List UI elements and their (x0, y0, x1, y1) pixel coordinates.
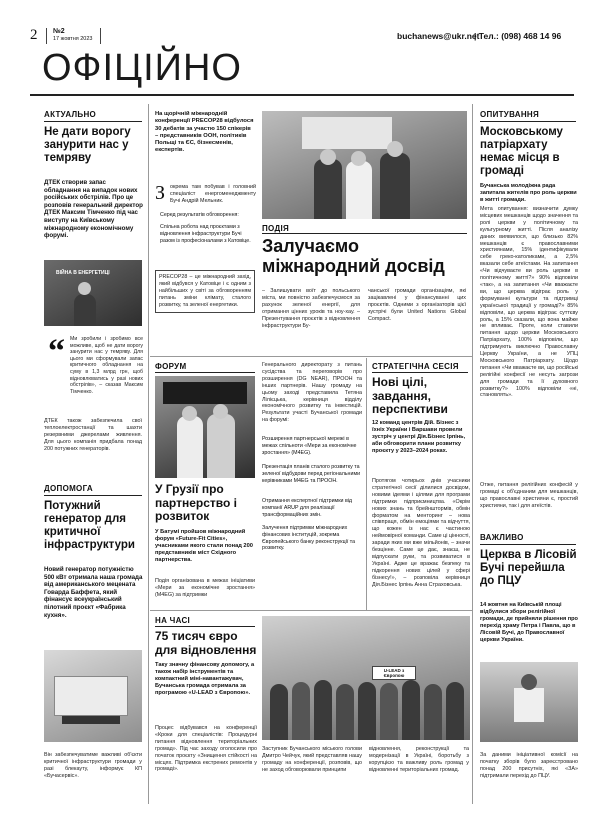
poll-body-end: Отже, питання релігійних конфесій у громаді є об'єднаним для мешканців, що православні християни є, простий християни, так і для атеїстів. (480, 482, 578, 509)
forum-bullet: Залучення підтримки міжнародних фінансових інституцій, зокрема Європейського банку реконструкції та розвитку. (262, 525, 356, 552)
label-rule (44, 495, 142, 496)
person-right (380, 153, 410, 219)
section-title: ОФІЦІЙНО (42, 47, 242, 89)
generator-unit (54, 676, 128, 716)
header-divider (46, 28, 47, 44)
section-label-event: ПОДІЯ (262, 224, 290, 233)
forum-bullet: Презентація планів сталого розвитку та зеленої відбудови перед регіональними керівниками M4EG та ПРООН. (262, 464, 361, 484)
precop-body: окрема там побував і головний спеціаліст енергоменеджменту Бучі Андрій Мельник. (170, 184, 256, 204)
label-rule (480, 121, 576, 122)
church-photo (480, 662, 578, 742)
now-lead: Таку значну фінансову допомогу, а також набір інструментів та компактний міні-навантажувач, Бучанська громада отримала за програмою «U-LEAD з Європою». (155, 662, 255, 696)
group-member (292, 682, 310, 740)
event-photo (262, 111, 467, 219)
title-underline (30, 94, 574, 96)
forum-body-b: Генерального директорату з питань сусідства та переговорів про розширення (DG NEAR), ПРООН та інших партнерів. Нашу громаду на цьому заході представила Тетяна Лілієцька, керівниця відділу економічного розвитку та інвестицій. Результати участі Бучанської громади на форумі: (262, 362, 362, 424)
ulead-sign: U-LEAD з Європою (372, 666, 416, 680)
label-rule (262, 233, 467, 234)
precop-intro: На щорічній міжнародній конференції PRECOP28 відбулося 30 дебатів за участю 150 спікерів – представників ООН, політиків Польщі та ЄС, бізнесменів, експертів. (155, 111, 254, 154)
now-title[interactable]: 75 тисяч євро для відновлення (155, 629, 257, 657)
header-divider (100, 28, 101, 44)
ulead-group-photo (262, 616, 470, 740)
strategy-lead: 12 команд центрів Дій. Бізнес з їхніх України і Варшави провели зустріч у центрі Дія.Бізнес Ірпінь, аби обговорити плани розвитку проєкту у 2023–2024 роках. (372, 420, 466, 454)
label-rule (372, 372, 468, 373)
section-divider (150, 610, 472, 611)
precop-box: PRECOP28 – це міжнародний захід, який відбувся у Катовіце і є одним з найбільших у світі за обговоренням питань зміни клімату, сталого розвитку, та зеленої енергетики. (155, 270, 255, 313)
woman-right (207, 414, 235, 478)
church-body: За даними ініціативної комісії на початку зборів було зареєстровано понад 200 присутніх, які «ЗА» підтримали перехід до ПЦУ. (480, 752, 578, 779)
forum-title[interactable]: У Грузії про партнерство і розвиток (155, 482, 237, 523)
article-title-dark[interactable]: Не дати ворогу занурити нас у темряву (44, 126, 131, 164)
page-number: 2 (30, 27, 38, 43)
group-member (336, 684, 354, 740)
poll-body: Мета опитування: визначити думку місцевих мешканців щодо значення та ролі церкви у політичному та культурному житті. Після аналізу даних виявилося, що близько 82% мешканців є православними християнами, 15% ідентифікували себе греко-католиками, а 2,5% вказали себе атеїстами. На запитання «Чи відчуваєте ви роль церкви в політичному житті?» 90% відповіли «так», а на запитання «Чи вважаєте ви, що церква відіграє роль у формуванні культури та підтримці української традиції у громаді?» 85% відповіли, що церква відіграє суттєву роль, а 15% сказали, що вона майже не впливає. Проте, коли ставили питання щодо церкви Московського Патріархату, 100% відповіли, що підтримують виключно Православну Церкву України, а не УПЦ Московського Патріархату. Щодо питання «Чи вважаєте ви, що російські релігійні конфесії не несуть загрози для громади та її духовного розвитку?» 100% відповіли «ні, становлять». (480, 206, 578, 399)
poll-lead: Бучанська молодіжна рада запитала жителів про роль церкви в житті громади. (480, 183, 577, 203)
phone-number: | Тел.: (098) 468 14 96 (474, 31, 562, 41)
now-col-b: Заступник Бучанського міського голови Дмитро Чейчук, який представляв нашу громаду на конференції, розповів, що не заход обговорювали принципи (262, 746, 362, 773)
article-lead-dark: ДТЕК створив запас обладнання на випадок нових російських обстрілів. Про це розповів генеральний директор ДТЕК Максим Тімченко під час виступу на Київському міжнародному економічному форумі. (44, 179, 143, 240)
group-member (358, 682, 376, 740)
article-title-generator[interactable]: Потужний генератор для критичної інфраструктури (44, 500, 135, 551)
church-building (514, 688, 544, 722)
label-rule (480, 544, 576, 545)
forum-bullet: Отримання експертної підтримки від компанії ARUP для реалізації трансформаційних змін. (262, 498, 353, 518)
quote-mark-icon: “ (48, 333, 65, 370)
precop-bullet: Серед результатів обговорення: (160, 212, 239, 218)
section-label-forum: ФОРУМ (155, 362, 187, 371)
label-rule (155, 626, 255, 627)
precop-bullet: Спільна робота над проєктами з відновлення інфраструктури Бучі разом із професіоналами з Катовіце. (160, 224, 251, 244)
person-right-head (387, 141, 403, 157)
feature-title[interactable]: Залучаємо міжнародний досвід (262, 236, 445, 276)
issue-date: 17 жовтня 2023 (53, 36, 93, 42)
woman-right-head (213, 404, 228, 419)
dropcap-letter: З (155, 182, 166, 204)
section-label-strategy: СТРАТЕГІЧНА СЕСІЯ (372, 362, 459, 371)
church-dome (521, 674, 537, 690)
column-divider (366, 358, 367, 610)
column-divider (472, 104, 473, 804)
dtek-forum-photo (44, 260, 142, 326)
article-lead-generator: Новий генератор потужністю 500 кВт отримала наша громада від американського мецената Говарда Баффета, який фінансує всеукраїнський пілотний проєкт «Фабрика кухня». (44, 566, 143, 619)
now-col-c: відновлення, реконструкції та модернізації в Україні, боротьбу з корупцією та важливу роль громад у відновленні територіальних громад. (369, 746, 469, 773)
section-divider (150, 356, 472, 357)
section-label-important: ВАЖЛИВО (480, 533, 524, 542)
photo-banner-text: ВІЙНА В ЕНЕРГЕТИЦІ (56, 270, 110, 276)
speaker-figure (74, 294, 96, 326)
email-link[interactable]: buchanews@ukr.net (397, 31, 480, 41)
section-label-help: ДОПОМОГА (44, 484, 93, 493)
forum-photo (155, 376, 255, 478)
person-center-head (351, 151, 366, 166)
label-rule (44, 121, 142, 122)
now-body: Процес відбувався на конференції «Кроки для спеціалістів: Процедурні питання відновлення територіальних громад». Під час заходу оголосили про початок проєкту «Знищення стійкості на місцях. Підтримка екстрених ремонтів у громаді». (155, 725, 257, 773)
person-left-head (320, 149, 336, 165)
feature-col-b: чанської громади організаціям, які зацікавлені у фінансуванні цих проєктів. Одними з організаторів цієї зустрічі були United Nations Global Compact. (368, 288, 466, 322)
church-lead: 14 жовтня на Київській площі відбулися збори релігійної громади, де прийняли рішення про перехід храму Петра і Павла, що в Лісовій Бучі, до Православної церкви України. (480, 602, 578, 643)
forum-body-a: Подія організована в межах ініціативи «Мери за економічне зростання» (M4EG) за підтримки (155, 578, 255, 598)
strategy-title[interactable]: Нові цілі, завдання, перспективи (372, 375, 448, 416)
woman-left (177, 416, 203, 478)
dtek-body: ДТЕК також забезпечила свої теплоелектростанції та шахти резервними джерелами живлення. Для цього компанія придбала понад 200 потужних генераторів. (44, 418, 142, 452)
group-member (424, 684, 442, 740)
feature-col-a: – Залишувати воїт до польського міста, ми повністю забезпечуємося за рахунок зеленої енергії, для отримання цінних уроків та ноу-хау. – Презентування проєктів з відновлення інфраструктури Бу- (262, 288, 360, 329)
generator-wheels (62, 716, 120, 724)
church-title[interactable]: Церква в Лісовій Бучі перейшла до ПЦУ (480, 549, 577, 587)
group-member (314, 680, 332, 740)
section-label-actual: АКТУАЛЬНО (44, 110, 97, 119)
stage-screen (302, 117, 392, 149)
person-center (346, 161, 372, 219)
dtek-quote: Ми зробили і зробимо все можливе, щоб не дати ворогу занурити нас у темряву. Для цього ми сформували запас критичного обладнання на суму в 1,3 млрд грн, щоб відновлюватись у разі нових обстрілів», – сказав Максим Тімченко. (70, 336, 143, 395)
forum-bullet: Розширення партнерської мережі в межах спільноти «Мери за економічне зростання» (M4EG). (262, 436, 357, 456)
section-label-poll: ОПИТУВАННЯ (480, 110, 540, 119)
generator-photo (44, 650, 142, 742)
group-member (402, 680, 420, 740)
group-member (270, 684, 288, 740)
column-divider (148, 104, 149, 804)
person-left (314, 159, 342, 219)
group-member (446, 682, 464, 740)
speaker-head (78, 282, 91, 295)
forum-banner (163, 382, 247, 404)
section-label-now: НА ЧАСІ (155, 616, 191, 625)
group-member (380, 683, 398, 740)
issue-number: №2 (53, 28, 65, 35)
woman-left-head (182, 406, 197, 421)
forum-lead: У Батумі пройшов міжнародний форум «Future-Fit Cities», учасниками якого стали понад 200 представників міст Східного партнерства. (155, 529, 253, 563)
generator-body: Він забезпечуватиме важливі об'єкти критичної інфраструктури громади у разі блекауту, інформує КП «Бучасервіс». (44, 752, 142, 779)
label-rule (155, 372, 255, 373)
strategy-body: Протягом чотирьох днів учасники стратегічної сесії ділилися досвідом, новими ідеями і цілями для програми підтримки підприємництва. «Окрім нових знань та брейнштормів, обмін форматом на менторинг – нова співпраця, обмін емоціями та відчуття, що кожен із нас є частиною неймовірної команди. Саме ці цінності, заради яких ми вже мільйонів, – значи безцінне. Саме це дає, знаєш, не відпускати руки, та розвиватися в Україні. Адже це вражає безпеку та підкорення нових цілей у сфері бізнесу!», – розповіла керівниця Дія.Бізнес Ірпінь Анна Страховська. (372, 478, 470, 588)
poll-title[interactable]: Московському патріархату немає місця в громаді (480, 126, 563, 177)
